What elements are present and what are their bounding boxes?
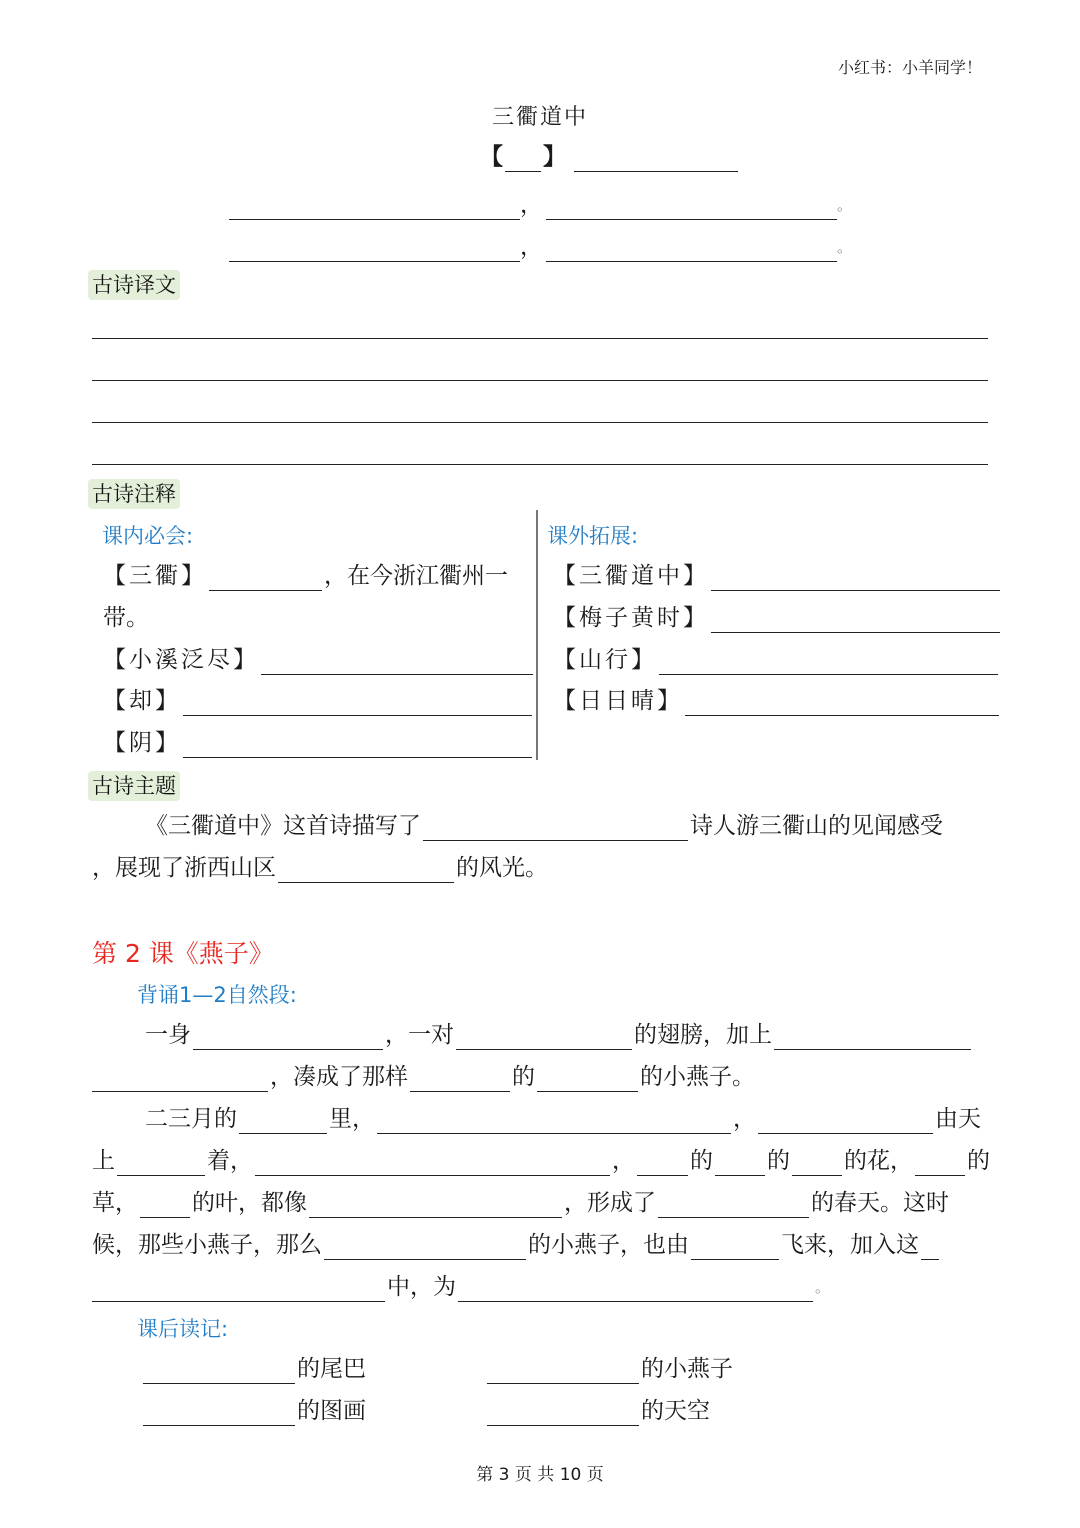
text: 的翅膀，加上 (634, 1022, 772, 1048)
note-row (103, 603, 149, 633)
blank[interactable] (921, 1235, 939, 1260)
bracket-close: 】 (543, 143, 566, 170)
blank[interactable] (377, 1109, 731, 1134)
column-divider (536, 510, 538, 760)
text: 的小燕子。 (640, 1064, 755, 1090)
text: 的小燕子 (641, 1356, 733, 1382)
blank[interactable] (193, 1025, 383, 1050)
text: 的 (512, 1064, 535, 1090)
blank[interactable] (410, 1067, 510, 1092)
text: 的尾巴 (297, 1356, 366, 1382)
blank[interactable] (774, 1025, 971, 1050)
text: 的风光。 (456, 855, 548, 881)
after-item (487, 1354, 733, 1384)
note-row (103, 728, 534, 758)
note-text: 带。 (103, 605, 149, 631)
poem-blank[interactable] (546, 237, 837, 262)
text: 二三月的 (145, 1106, 237, 1132)
recite-line-6 (92, 1230, 941, 1260)
note-row (553, 603, 1002, 633)
note-row (103, 645, 535, 675)
notes-left-heading: 课内必会: (102, 524, 194, 548)
note-term: 【三衢道中】 (553, 563, 709, 589)
text: 的花， (844, 1148, 913, 1174)
translation-line[interactable] (92, 338, 988, 339)
blank[interactable] (239, 1109, 327, 1134)
blank[interactable] (140, 1193, 190, 1218)
bracket-open: 【 (480, 143, 503, 170)
text: 的 (767, 1148, 790, 1174)
blank[interactable] (537, 1067, 638, 1092)
text: 一身 (145, 1022, 191, 1048)
theme-line-2 (92, 853, 548, 883)
text: 。 (815, 1278, 831, 1296)
dynasty-blank[interactable] (505, 147, 541, 172)
poem-line-2 (229, 232, 852, 262)
text: 诗人游三衢山的见闻感受 (690, 813, 943, 839)
after-item (487, 1396, 710, 1426)
text: 的小燕子，也由 (528, 1232, 689, 1258)
poem-title: 三衢道中 (491, 105, 588, 130)
recite-line-7 (92, 1272, 830, 1302)
recite-line-3 (145, 1104, 981, 1134)
note-term: 【梅子黄时】 (553, 605, 709, 631)
note-row (553, 561, 1002, 591)
blank[interactable] (255, 1151, 610, 1176)
blank[interactable] (309, 1193, 562, 1218)
translation-line[interactable] (92, 422, 988, 423)
text: 的叶，都像 (192, 1190, 307, 1216)
period: 。 (837, 238, 853, 256)
note-row (103, 561, 508, 591)
note-term: 【阴】 (103, 730, 181, 756)
blank[interactable] (458, 1277, 813, 1302)
poem-blank[interactable] (546, 195, 837, 220)
poem-blank[interactable] (229, 195, 520, 220)
blank[interactable] (92, 1067, 268, 1092)
blank[interactable] (715, 1151, 765, 1176)
blank[interactable] (117, 1151, 205, 1176)
watermark: 小红书：小羊同学！ (837, 58, 982, 77)
note-term: 【三衢】 (103, 563, 207, 589)
note-row (103, 686, 534, 716)
blank[interactable] (658, 1193, 809, 1218)
note-blank[interactable] (209, 566, 322, 591)
text: ，凑成了那样 (270, 1064, 408, 1090)
blank[interactable] (758, 1109, 933, 1134)
section-theme: 古诗主题 (88, 771, 180, 801)
blank[interactable] (691, 1235, 779, 1260)
theme-blank[interactable] (278, 858, 454, 883)
text: 的 (967, 1148, 990, 1174)
note-text: ，在今浙江衢州一 (324, 563, 508, 589)
recite-heading: 背诵1—2自然段: (137, 983, 297, 1007)
recite-line-4 (92, 1146, 990, 1176)
poem-blank[interactable] (229, 237, 520, 262)
after-item (143, 1354, 366, 1384)
translation-line[interactable] (92, 380, 988, 381)
blank[interactable] (792, 1151, 842, 1176)
poem-line-1 (229, 190, 852, 220)
note-term: 【小溪泛尽】 (103, 647, 259, 673)
blank[interactable] (487, 1359, 639, 1384)
after-item (143, 1396, 366, 1426)
notes-right-heading: 课外拓展: (547, 524, 639, 548)
section-translation: 古诗译文 (88, 270, 180, 300)
text: 飞来，加入这 (781, 1232, 919, 1258)
translation-line[interactable] (92, 464, 988, 465)
text: ， (733, 1106, 756, 1132)
note-term: 【山行】 (553, 647, 657, 673)
note-blank[interactable] (685, 691, 999, 716)
blank[interactable] (637, 1151, 688, 1176)
comma: ， (520, 192, 543, 218)
text: 的天空 (641, 1398, 710, 1424)
lesson-title: 第 2 课《燕子》 (92, 939, 274, 968)
comma: ， (520, 234, 543, 260)
note-row (553, 645, 1000, 675)
note-row (553, 686, 1001, 716)
note-blank[interactable] (261, 650, 533, 675)
note-blank[interactable] (711, 566, 1000, 591)
blank[interactable] (143, 1359, 295, 1384)
blank[interactable] (92, 1277, 385, 1302)
blank[interactable] (324, 1235, 526, 1260)
blank[interactable] (456, 1025, 632, 1050)
period: 。 (837, 196, 853, 214)
text: 候，那些小燕子，那么 (92, 1232, 322, 1258)
recite-line-5 (92, 1188, 949, 1218)
note-blank[interactable] (659, 650, 998, 675)
note-term: 【却】 (103, 688, 181, 714)
page-footer: 第 3 页 共 10 页 (476, 1465, 604, 1485)
text: 中，为 (387, 1274, 456, 1300)
note-blank[interactable] (183, 733, 532, 758)
note-blank[interactable] (183, 691, 532, 716)
text: 草， (92, 1190, 138, 1216)
text: 着， (207, 1148, 253, 1174)
text: 的春天。这时 (811, 1190, 949, 1216)
after-class-heading: 课后读记: (137, 1317, 229, 1341)
note-term: 【日日晴】 (553, 688, 683, 714)
note-blank[interactable] (711, 608, 1000, 633)
text: ，展现了浙西山区 (92, 855, 276, 881)
blank[interactable] (915, 1151, 965, 1176)
theme-blank[interactable] (423, 816, 688, 841)
recite-line-2 (92, 1062, 755, 1092)
blank[interactable] (487, 1401, 639, 1426)
text: 由天 (935, 1106, 981, 1132)
blank[interactable] (143, 1401, 295, 1426)
text: ，形成了 (564, 1190, 656, 1216)
text: 《三衢道中》这首诗描写了 (145, 813, 421, 839)
text: ，一对 (385, 1022, 454, 1048)
text: 的图画 (297, 1398, 366, 1424)
author-blank[interactable] (574, 147, 738, 172)
text: 上 (92, 1148, 115, 1174)
text: 里， (329, 1106, 375, 1132)
section-notes: 古诗注释 (88, 479, 180, 509)
text: ， (612, 1148, 635, 1174)
theme-line-1 (145, 811, 943, 841)
recite-line-1 (145, 1020, 973, 1050)
text: 的 (690, 1148, 713, 1174)
poem-author-line (480, 142, 740, 172)
